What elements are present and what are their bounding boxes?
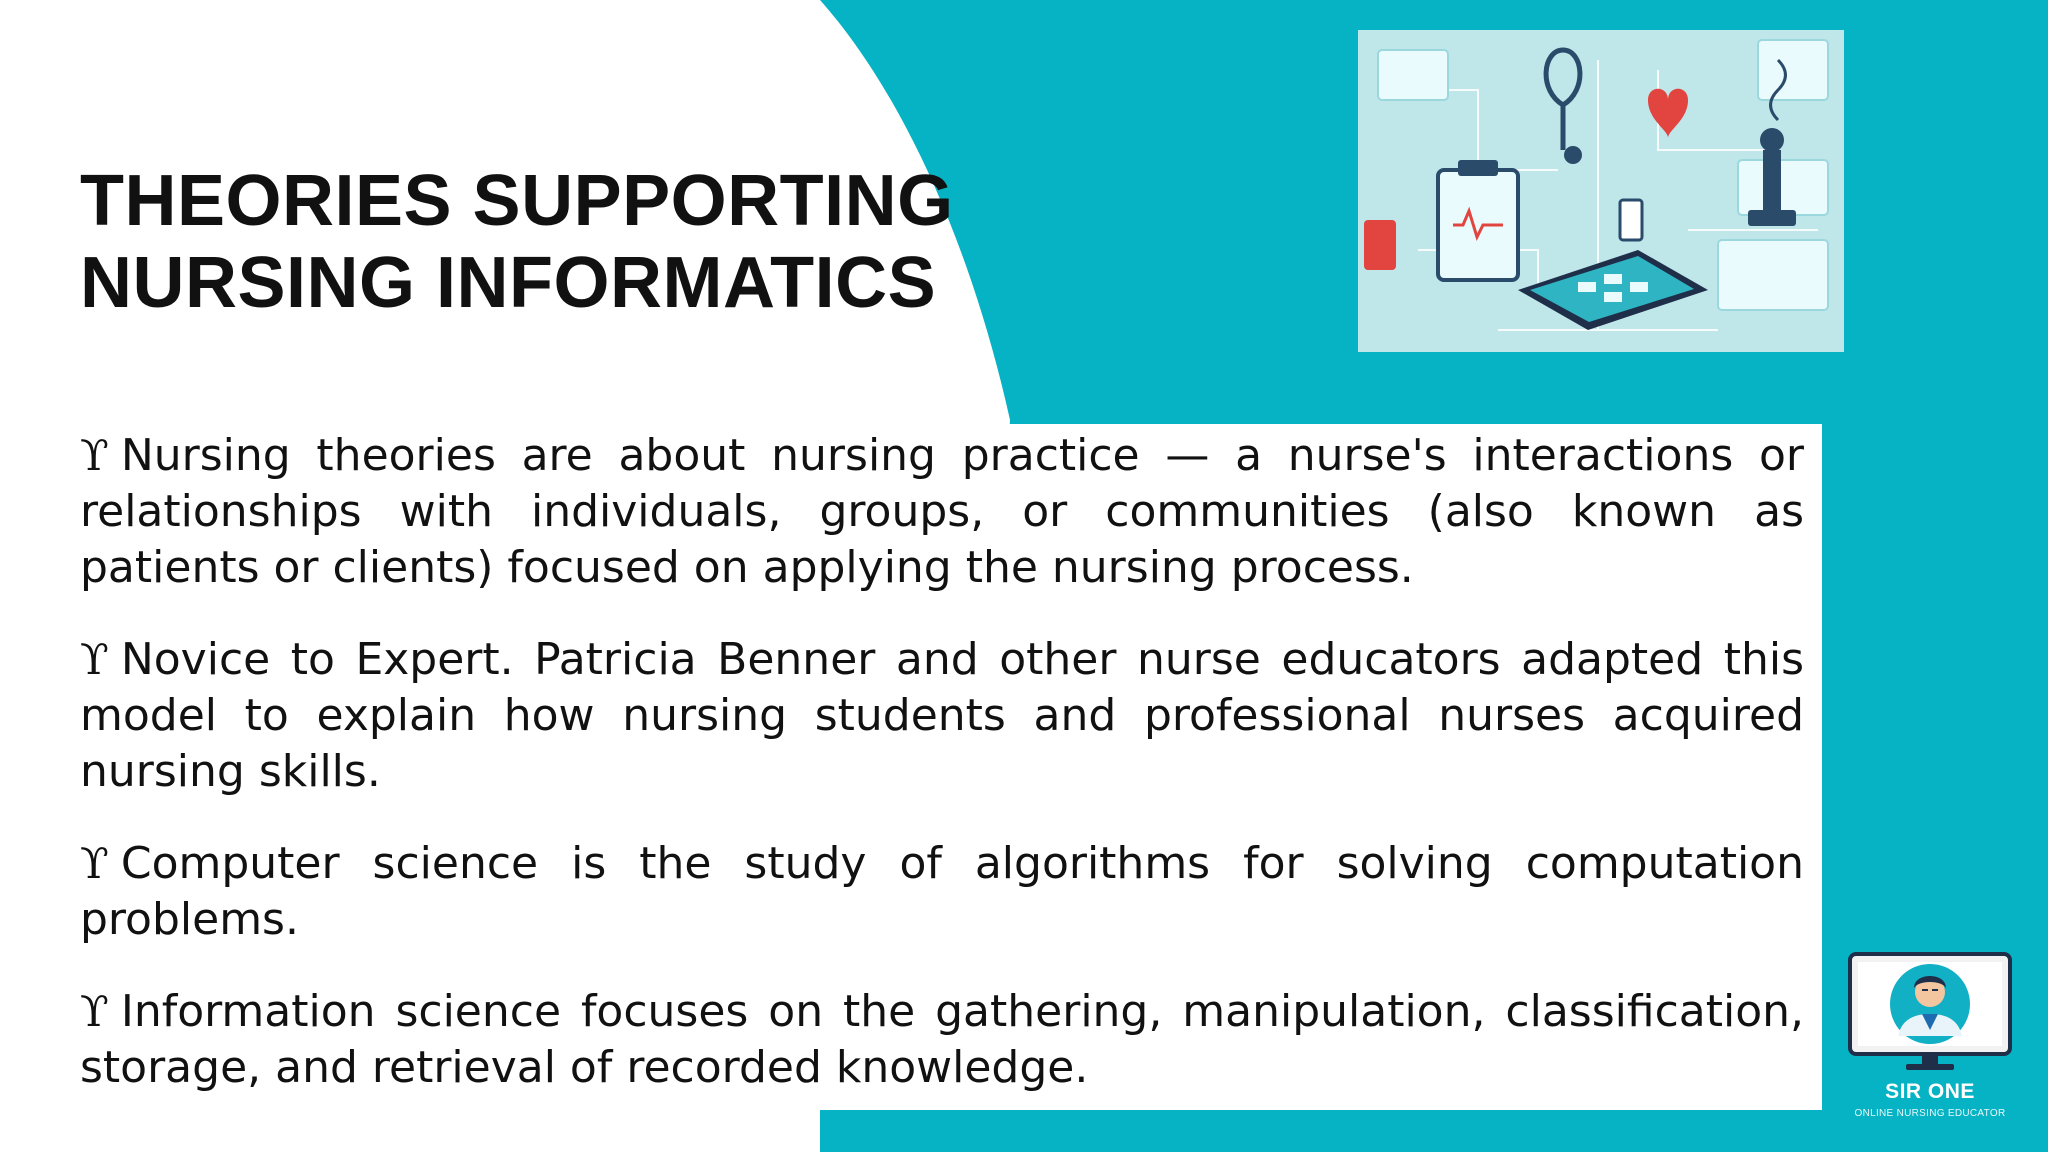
bullet-glyph-icon: ϒ [80,987,109,1036]
logo-tagline: ONLINE NURSING EDUCATOR [1854,1108,2006,1119]
medical-technology-icon [1358,30,1844,352]
bullet-list [80,428,1804,1132]
bullet-text: Novice to Expert. Patricia Benner and other nurse educators adapted this model to explain how nursing students and professional nurses acquired nursing skills. [80,634,1804,797]
logo-name: SIR ONE [1885,1080,1975,1103]
bullet-glyph-icon: ϒ [80,431,109,480]
slide-title [80,160,980,324]
title-line-1: THEORIES SUPPORTING [80,161,954,241]
doctor-avatar-monitor-icon [1842,930,2018,1078]
bullet-text: Information science focuses on the gathering, manipulation, classification, storage, and retrieval of recorded knowledge. [80,986,1804,1093]
title-line-2: NURSING INFORMATICS [80,243,937,323]
bullet-text: Nursing theories are about nursing practice — a nurse's interactions or relationships with individuals, groups, or communities (also known as patients or clients) focused on applying the nursing process. [80,430,1804,593]
bullet-glyph-icon: ϒ [80,635,109,684]
bullet-glyph-icon: ϒ [80,839,109,888]
channel-logo [1842,930,2018,1140]
bullet-item [80,836,1804,948]
bullet-text: Computer science is the study of algorithms for solving computation problems. [80,838,1804,945]
bullet-item [80,428,1804,596]
bullet-item [80,632,1804,800]
hero-illustration [1358,30,1844,352]
bullet-item [80,984,1804,1096]
